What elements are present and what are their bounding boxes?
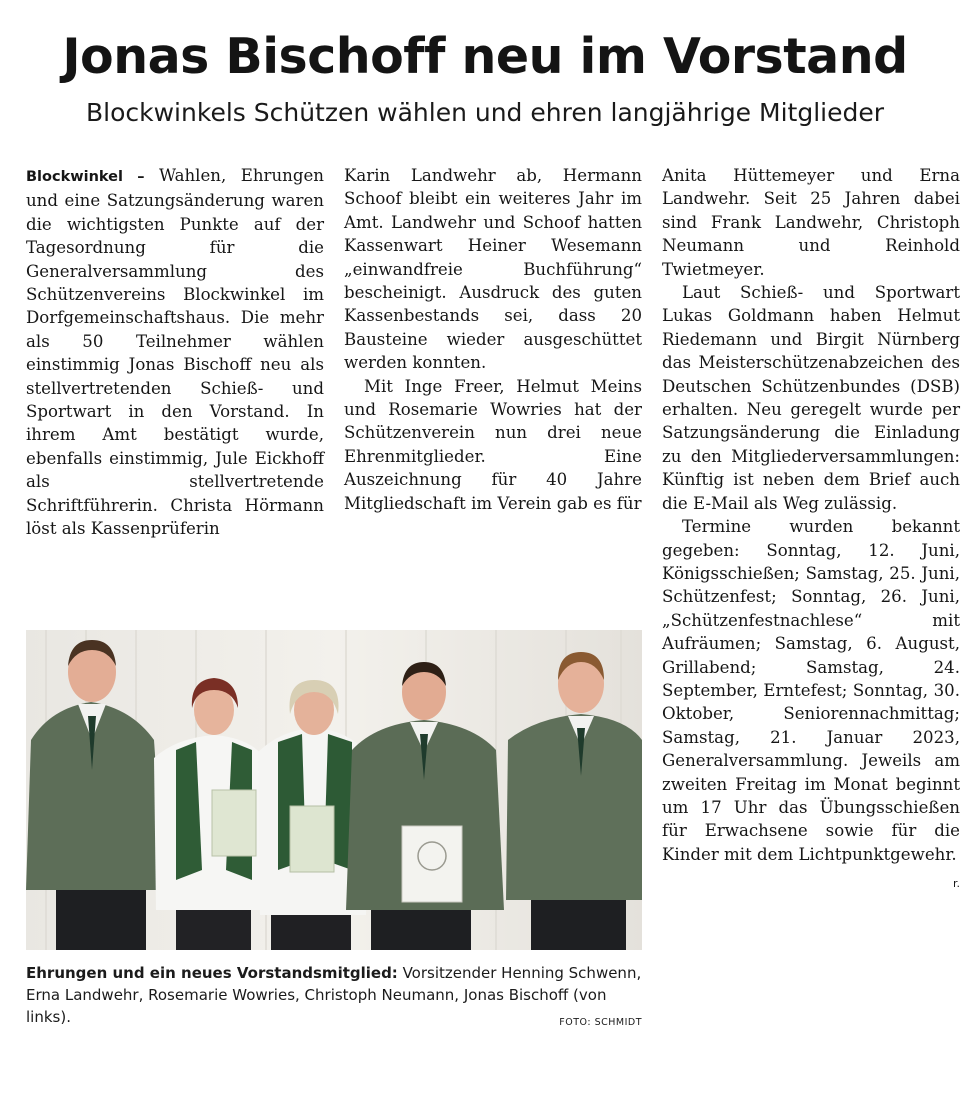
paragraph-text: Termine wurden bekannt gegeben: Sonntag, 12. Juni, Königsschießen; Samstag, 25. Juni, Schützenfest; Sonntag, 26. Juni, „Schützenfestnachlese“ mit Aufräumen; Samstag, 6. August, Grillabend; Samstag, 24. September, Erntefest; Sonntag, 30. Oktober, Seniorennachmittag; Samstag, 21. Januar 2023, Generalversammlung. Jeweils am zweiten Freitag im Monat beginnt um 17 Uhr das Übungsschießen für Erwachsene sowie für die Kinder mit dem Lichtpunktgewehr. [662, 517, 960, 864]
paragraph: Karin Landwehr ab, Hermann Schoof bleibt ein weiteres Jahr im Amt. Landwehr und Schoof hatten Kassenwart Heiner Wesemann „einwandfreie Buchführung“ bescheinigt. Ausdruck des guten Kassenbestands sei, dass 20 Bausteine wieder ausgeschüttet werden konnten. [344, 166, 642, 373]
caption-lead: Ehrungen und ein neues Vorstandsmitglied: [26, 964, 398, 982]
dateline: Blockwinkel – [26, 169, 145, 185]
photo-credit: FOTO: SCHMIDT [559, 1017, 642, 1028]
article-subheadline: Blockwinkels Schützen wählen und ehren langjährige Mitglieder [86, 98, 884, 127]
paragraph-text: Wahlen, Ehrungen und eine Satzungsänderung waren die wichtigsten Punkte auf der Tagesordnung für die Generalversammlung des Schützenvereins Blockwinkel im Dorfgemeinschaftshaus. Die mehr als 50 Teilnehmer wählen einstimmig Jonas Bischoff neu als stellvertretenden Schieß- und Sportwart in den Vorstand. In ihrem Amt bestätigt wurde, ebenfalls einstimmig, Jule Eickhoff als stellvertretende Schriftführerin. Christa Hörmann löst als Kassenprüferin [26, 166, 324, 539]
author-tag: r. [952, 877, 960, 891]
paragraph [26, 164, 324, 541]
paragraph [662, 515, 960, 891]
group-photo-illustration [26, 630, 642, 950]
caption-text: Vorsitzender Henning Schwenn, Erna Landwehr, Rosemarie Wowries, Christoph Neumann, Jonas Bischoff (von links). [26, 964, 642, 1026]
text-column-3 [662, 164, 960, 896]
paragraph: Anita Hüttemeyer und Erna Landwehr. Seit 25 Jahren dabei sind Frank Landwehr, Christoph Neumann und Reinhold Twietmeyer. [662, 166, 960, 279]
group-photo [26, 630, 642, 950]
photo-caption [26, 962, 642, 1034]
text-column-1 [26, 164, 324, 541]
article-headline: Jonas Bischoff neu im Vorstand [62, 28, 908, 85]
paragraph: Laut Schieß- und Sportwart Lukas Goldmann haben Helmut Riedemann und Birgit Nürnberg das Meisterschützenabzeichen des Deutschen Schützenbundes (DSB) erhalten. Neu geregelt wurde per Satzungsänderung die Einladung zu den Mitgliederversammlungen: Künftig ist neben dem Brief auch die E-Mail als Weg zulässig. [662, 283, 960, 513]
text-column-2 [344, 164, 642, 515]
paragraph: Mit Inge Freer, Helmut Meins und Rosemarie Wowries hat der Schützenverein nun drei neue Ehrenmitglieder. Eine Auszeichnung für 40 Jahre Mitgliedschaft im Verein gab es für [344, 376, 642, 513]
